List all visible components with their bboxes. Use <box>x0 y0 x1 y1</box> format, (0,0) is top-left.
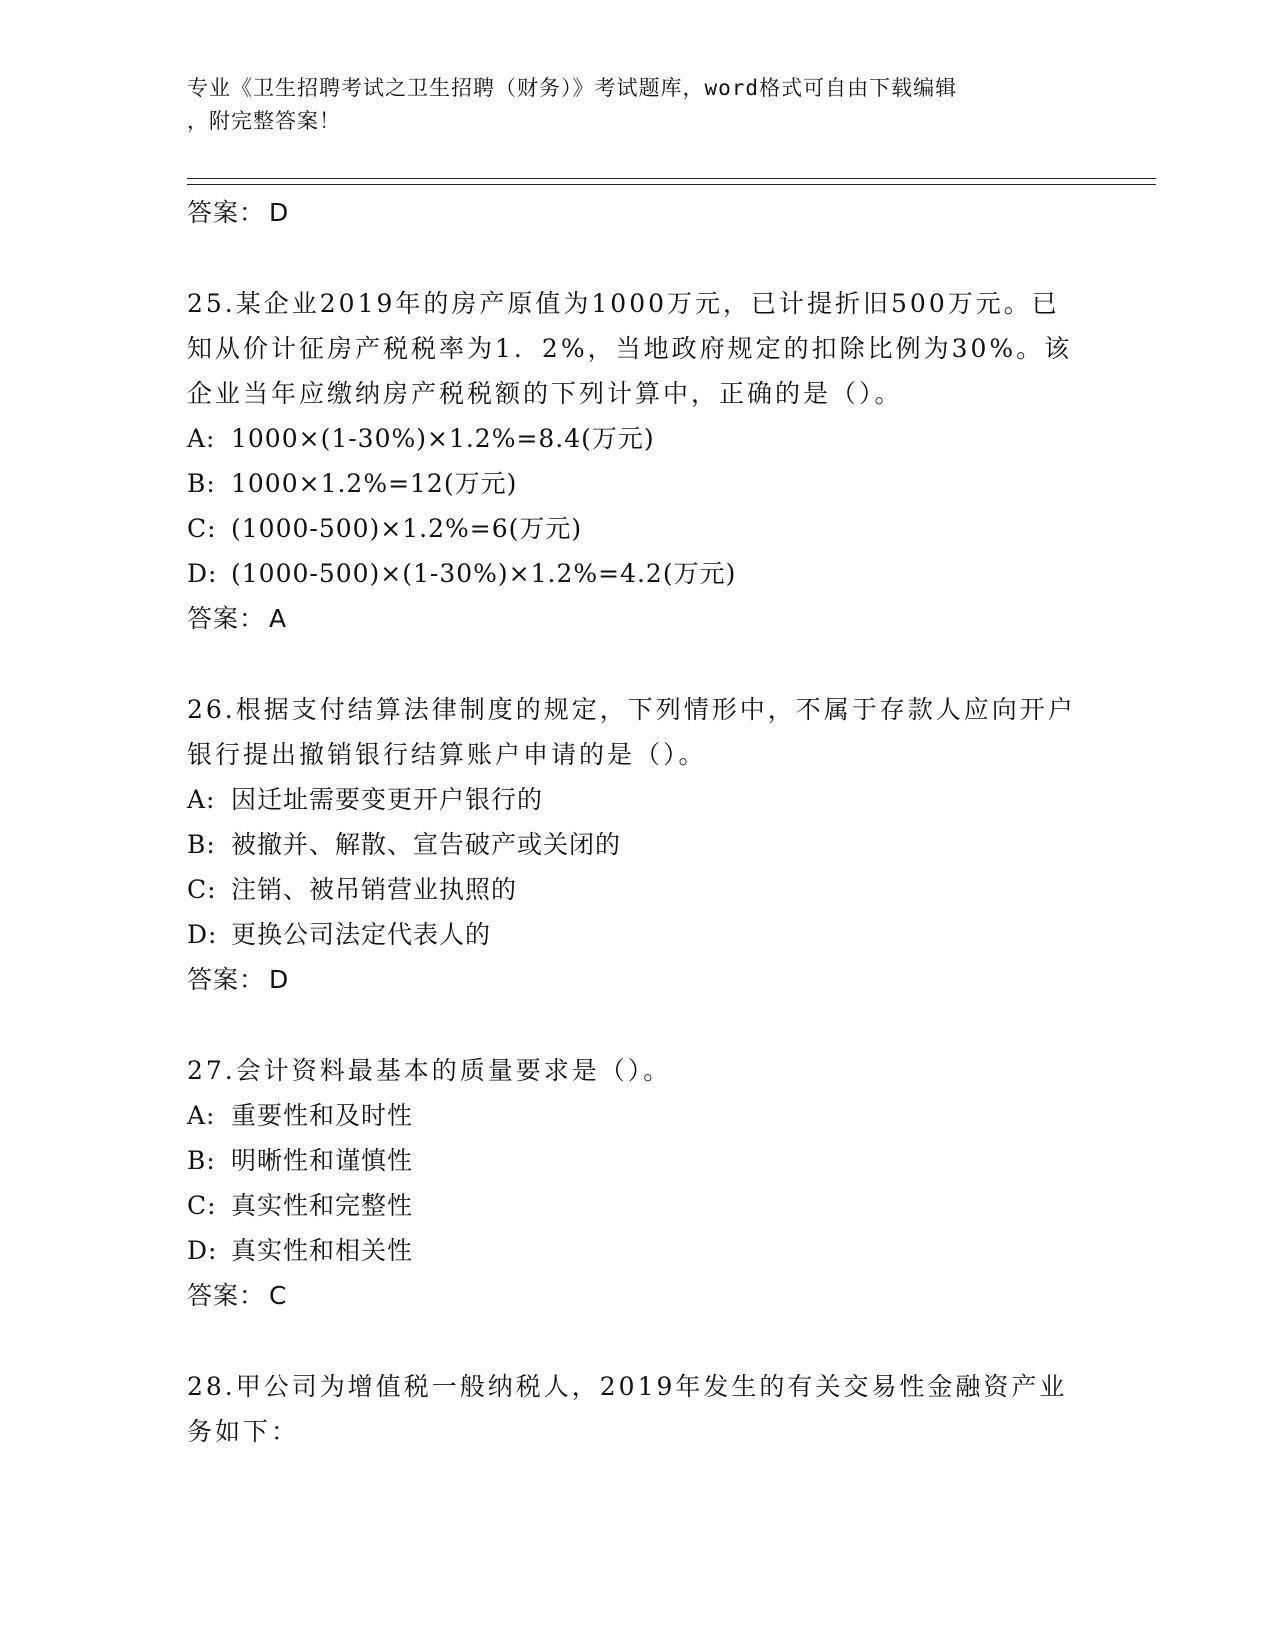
option-key: A: <box>187 785 216 814</box>
option-text: 1000×(1-30%)×1.2%=8.4(万元) <box>231 424 655 453</box>
answer-line <box>187 596 1087 641</box>
option-item <box>187 1183 1087 1228</box>
question-block <box>187 687 1087 1002</box>
answer-line <box>187 190 1087 235</box>
question-number: 26. <box>187 695 236 724</box>
question-body: 某企业2019年的房产原值为1000万元，已计提折旧500万元。已知从价计征房产税税率为1．2%，当地政府规定的扣除比例为30%。该企业当年应缴纳房产税税额的下列计算中，正确的是（）。 <box>187 289 1073 408</box>
questions-container <box>187 281 1087 1454</box>
question-number: 27. <box>187 1056 236 1085</box>
answer-label: 答案： <box>187 604 266 633</box>
option-text: 因迁址需要变更开户银行的 <box>231 785 544 814</box>
question-block <box>187 1048 1087 1318</box>
option-key: B: <box>187 830 216 859</box>
option-key: D: <box>187 1236 218 1265</box>
answer-label: 答案： <box>187 198 266 227</box>
question-block <box>187 281 1087 641</box>
question-text <box>187 1364 1087 1454</box>
option-text: 真实性和相关性 <box>231 1236 414 1265</box>
question-body: 甲公司为增值税一般纳税人，2019年发生的有关交易性金融资产业务如下： <box>187 1372 1068 1446</box>
question-text <box>187 687 1087 777</box>
document-header <box>187 72 1087 138</box>
answer-line <box>187 957 1087 1002</box>
question-body: 会计资料最基本的质量要求是（）。 <box>235 1056 672 1085</box>
option-text: 更换公司法定代表人的 <box>231 920 492 949</box>
option-text: 真实性和完整性 <box>231 1191 414 1220</box>
option-item <box>187 461 1087 506</box>
question-text <box>187 1048 1087 1093</box>
option-item <box>187 1093 1087 1138</box>
option-item <box>187 912 1087 957</box>
header-line-2: ，附完整答案！ <box>187 109 341 133</box>
option-item <box>187 1228 1087 1273</box>
option-key: B: <box>187 469 216 498</box>
answer-label: 答案： <box>187 1281 266 1310</box>
option-key: B: <box>187 1146 216 1175</box>
option-item <box>187 416 1087 461</box>
option-key: C: <box>187 1191 217 1220</box>
option-text: (1000-500)×1.2%=6(万元) <box>231 514 583 543</box>
option-text: 注销、被吊销营业执照的 <box>231 875 518 904</box>
option-key: D: <box>187 559 218 588</box>
question-body: 根据支付结算法律制度的规定，下列情形中，不属于存款人应向开户银行提出撤销银行结算账户申请的是（）。 <box>187 695 1076 769</box>
option-text: 被撤并、解散、宣告破产或关闭的 <box>231 830 622 859</box>
option-key: C: <box>187 514 217 543</box>
option-text: 重要性和及时性 <box>231 1101 414 1130</box>
option-key: D: <box>187 920 218 949</box>
answer-value: D <box>269 965 290 994</box>
option-key: C: <box>187 875 217 904</box>
option-text: (1000-500)×(1-30%)×1.2%=4.2(万元) <box>231 559 737 588</box>
option-item <box>187 551 1087 596</box>
option-key: A: <box>187 424 216 453</box>
question-number: 28. <box>187 1372 236 1401</box>
answer-value: C <box>269 1281 288 1310</box>
option-text: 1000×1.2%=12(万元) <box>231 469 518 498</box>
question-list <box>187 190 1087 1454</box>
question-number: 25. <box>187 289 236 318</box>
option-text: 明晰性和谨慎性 <box>231 1146 414 1175</box>
header-line-1: 专业《卫生招聘考试之卫生招聘（财务）》考试题库，word格式可自由下载编辑 <box>187 76 958 100</box>
answer-value: A <box>269 604 288 633</box>
answer-line <box>187 1273 1087 1318</box>
header-divider <box>187 178 1156 185</box>
option-item <box>187 777 1087 822</box>
answer-label: 答案： <box>187 965 266 994</box>
option-item <box>187 822 1087 867</box>
answer-value: D <box>269 198 290 227</box>
question-block <box>187 1364 1087 1454</box>
option-item <box>187 867 1087 912</box>
option-key: A: <box>187 1101 216 1130</box>
option-item <box>187 1138 1087 1183</box>
question-text <box>187 281 1087 416</box>
option-item <box>187 506 1087 551</box>
